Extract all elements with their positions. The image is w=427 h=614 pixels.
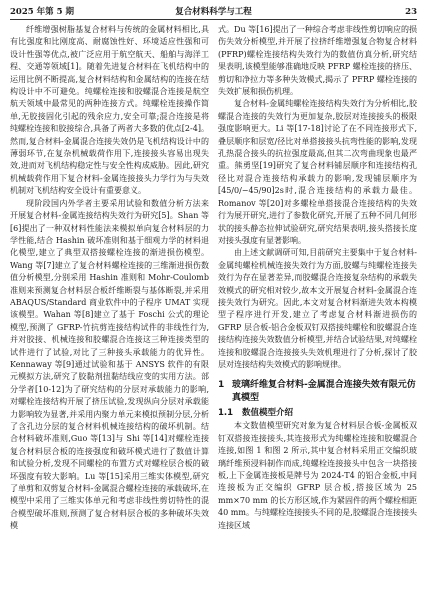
running-header xyxy=(10,4,417,20)
paragraph: 由上述文献调研可知,目前研究主要集中于复合材料-金属纯螺栓机械连接失效行为方面,胶螺与纯螺栓连接失效行为存在显著差异,而胶螺混合连接复杂结构的承载失效模式的研究相对较少,故本文开展复合材料-金属混合连接失效行为研究。因此,本文对复合材料渐进失效本构模型子程序进行开发,建立了考虑复合材料渐进损伤的 GFRP 层合板-铝合金板双钉双搭接纯螺栓和胶螺混合连接结构连接失效数值分析模型,并结合试验结果,对纯螺栓连接和胶螺混合连接接头失效机理进行了分析,探讨了胶层对连接结构失效模式的影响规律。 xyxy=(218,248,417,369)
journal-title: 复合材料科学与工程 xyxy=(175,7,252,17)
left-column xyxy=(10,24,209,610)
subsection-title: 数值模型介绍 xyxy=(242,408,294,419)
section-title: 玻璃纤维复合材料-金属混合连接失效有限元仿真模型 xyxy=(232,380,416,404)
paragraph: 复合材料-金属纯螺栓连接结构失效行为分析相比,胶螺混合连接的失效行为更加复杂,胶层对连接接头的极限强度影响更大。Li 等[17-18]讨论了在不同连接形式下,叠层顺序和层宽/径比对单搭接接头抗弯性能的影响,发现孔热混合接头的抗拉强度最高,但其二次弯曲现象也最严重。熊勇坚[19]研究了复合材料铺层顺序和连接结构孔径比对混合连接结构承载力的影响,发现铺层顺序为[45/0/−45/90]2s时,混合连接结构的承载力最佳。Romanov 等[20]对多螺栓单搭接混合连接结构的失效行为展开研究,进行了参数化研究,开展了五种不同几何形状的接头静态拉伸试验研究,研究结果表明,接头搭接长度对接头强度有显著影响。 xyxy=(218,99,417,245)
issue-label: 2025 年第 5 期 xyxy=(10,7,74,17)
paragraph: 纤维增强树脂基复合材料与传统的金属材料相比,具有比强度和比刚度高、耐腐蚀性好、环境适应性强和可设计性强等优点,被广泛应用于航空航天、船舶与海洋工程、交通等领域[1]。随着先进复合材料在飞机结构中的运用比例不断提高,复合材料结构和金属结构的连接在结构设计中不可避免。纯螺栓连接和胶螺混合连接是航空航天领域中最常见的两种连接方式。纯螺栓连接操作简单,无胶接固化引起的残余应力,安全可靠;混合连接是将纯螺栓连接和胶接综合,具备了两者大多数的优点[2-4]。然而,复合材料-金属混合连接失效仍是飞机结构设计中的薄弱环节,在复杂机械载荷作用下,连接接头容易出现失效,进而对飞机结构稳定性与安全性构成威胁。因此,研究机械载荷作用下复合材料-金属连接接头力学行为与失效机制对飞机结构安全设计有重要意义。 xyxy=(10,25,209,196)
page-number: 23 xyxy=(405,7,417,17)
paragraph: 本文数值模型研究对象为复合材料层合板-金属板双钉双搭接连接接头,其连接形式为纯螺栓连接和胶螺混合连接,如图 1 和图 2 所示,其中复合材料采用正交编织玻璃纤维预浸料制作而成,纯螺栓连接接头中包含一块搭接板,上下金属连接板是牌号为 2024-T4 的铝合金板,中间连接板为正交编织 GFRP 层合板,搭接区域为 25 mm×70 mm 的长方形区域,作为紧固件的两个螺栓相距 40 mm。与纯螺栓连接接头不同的是,胶螺混合连接接头连接区域 xyxy=(218,421,417,530)
right-column xyxy=(218,24,417,610)
paragraph: 现阶段国内外学者主要采用试验和数值分析方法来开展复合材料-金属连接结构失效行为研究[5]。Shan 等[6]提出了一种双材料性能法来模拟单向复合材料层的力学性能,结合 Hashin 破坏准则和基于细观力学的材料退化模型,建立了典型双搭接螺栓连接的渐进损伤模型。Wang 等[7]建立了复合材料螺栓连接的三维渐进损伤数值分析模型,分别采用 Hashin 准则和 Mohr-Coulomb 准则来预测复合材料层合板纤维断裂与基体断裂,并采用 ABAQUS/Standard 商业软件中的子程序 UMAT 实现该模型。Wahan 等[8]建立了基于 Foschi 公式的理论模型,预测了 GFRP-竹抗剪连接结构试件的非线性行为,并对胶接、机械连接和胶螺混合连接这三种连接类型的试件进行了试验,对比了三种接头承载能力的优异性。Kennaway 等[9]通过试验和基于 ANSYS 软件的有限元模拟方法,研究了胶黏剂扭黏结线应变的实用方法。部分学者[10-12]为了研究结构的分层对承载能力的影响,对螺栓连接结构开展了挤压试验,发现纵向分层对承载能力影响较为显著,并采用内聚力单元来模拟预制分层,分析了含孔边分层的复合材料机械连接结构的破坏机制。结合材料破坏准则,Guo 等[13]与 Shi 等[14]对螺栓连接复合材料层合板的连接强度和破坏模式进行了数值计算和试验分析,发现不同螺栓的布置方式对螺栓层合板的破坏强度有较大影响。Lu 等[15]采用三维实体模型,研究了单剪和双剪复合材料-金属混合螺栓连接的承载破坏,在模型中采用了三维实体单元和考虑非线性剪切特性的混合模型破坏准则,预测了复合材料层合板的多种破坏失效模 xyxy=(10,198,209,531)
subsection-number: 1.1 xyxy=(218,408,234,419)
section-number: 1 xyxy=(218,380,225,391)
section-heading-1 xyxy=(218,379,417,405)
body-columns xyxy=(10,24,417,610)
section-heading-1-1 xyxy=(218,407,417,420)
paragraph: 式。Du 等[16]提出了一种综合考虑非线性剪切响应的损伤失效分析模型,并开展了拉挤纤维增强复合物复合材料(PFRP)螺栓连接结构失效行为的数值仿真分析,研究结果表明,该模型能够准确地反映 PFRP 螺栓连接的挤压、剪切和净拉力等多种失效模式,揭示了 PFRP 螺栓连接的失效扩展和损伤机理。 xyxy=(218,25,417,97)
